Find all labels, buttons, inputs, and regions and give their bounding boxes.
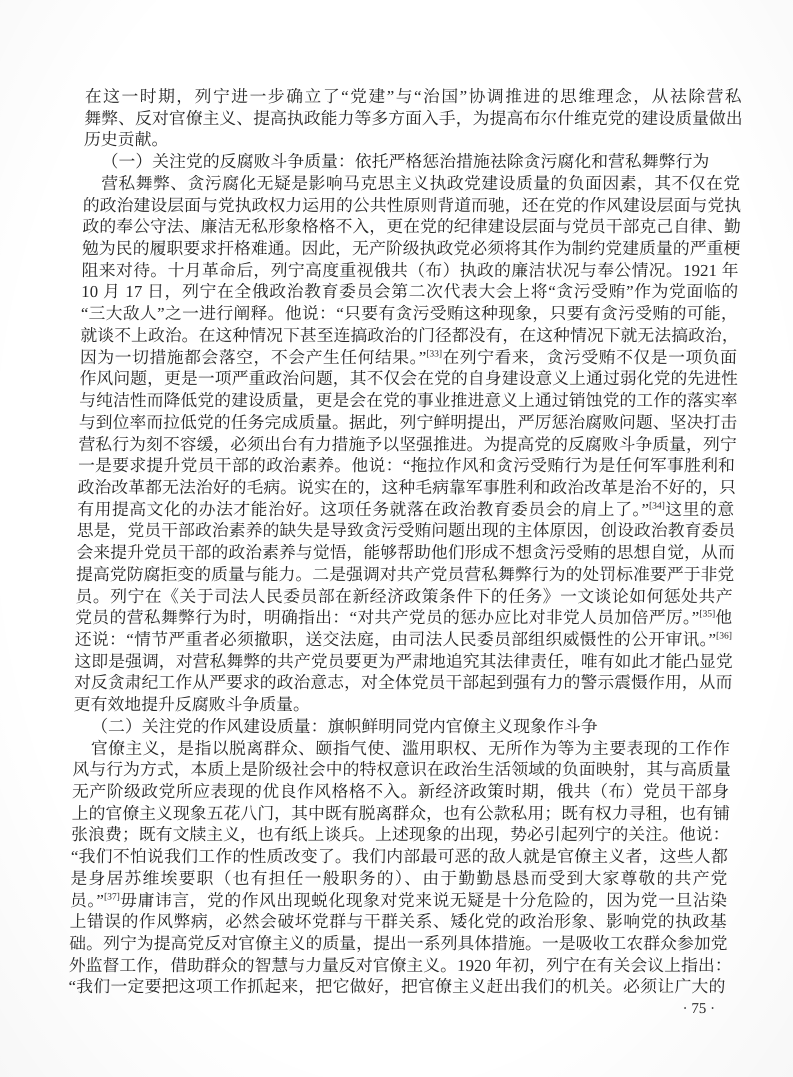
section-heading: （二）关注党的作风建设质量：旗帜鲜明同党内官僚主义现象作斗争 xyxy=(91,716,598,736)
text-line: 更有效地提升反腐败斗争质量。 xyxy=(73,695,311,715)
text-line: 风与行为方式，本质上是阶级社会中的特权意识在政治生活领域的负面映射，其与高质量 xyxy=(72,760,732,780)
text-line: 勉为民的履职要求扞格难通。因此，无产阶级执政党必须将其作为制约党建质量的严重梗 xyxy=(81,239,741,259)
text-line: 对反贪肃纪工作从严要求的政治意志，对全体党员干部起到强有力的警示震慑作用，从而 xyxy=(73,673,733,693)
text-line: 这即是强调，对营私舞弊的共产党员要更为严肃地追究其法律责任，唯有如此才能凸显党 xyxy=(74,651,734,671)
text-line: “我们不怕说我们工作的性质改变了。我们内部最可恶的敌人就是官僚主义者，这些人都 xyxy=(70,847,729,867)
text-line: 员。列宁在《关于司法人民委员部在新经济政策条件下的任务》一文谈论如何惩处共产 xyxy=(75,586,733,606)
text-line: 就谈不上政治。在这种情况下甚至连搞政治的门径都没有，在这种情况下就无法搞政治， xyxy=(80,325,739,345)
text-line: 提高党防腐拒变的质量与能力。二是强调对共产党员营私舞弊行为的处罚标准要严于非党 xyxy=(75,564,735,584)
text-line: 有用提高文化的办法才能治好。这项任务就落在政治教育委员会的肩上了。”[34]这里的意 xyxy=(77,499,735,519)
text-line: 外监督工作，借助群众的智慧与力量反对官僚主义。1920 年初，列宁在有关会议上指出： xyxy=(68,955,732,975)
paragraph-first-line: 营私舞弊、贪污腐化无疑是影响马克思主义执政党建设质量的负面因素，其不仅在党 xyxy=(101,173,741,193)
text-line: 营私行为刻不容缓，必须出台有力措施予以坚强推进。为提高党的反腐败斗争质量，列宁 xyxy=(78,434,737,454)
text-line: 会来提升党员干部的政治素养与觉悟，能够帮助他们形成不想贪污受贿的思想自觉，从而 xyxy=(76,543,735,563)
text-line: “我们一定要把这项工作抓起来，把它做好，把官僚主义赶出我们的机关。必须让广大的 xyxy=(68,977,726,997)
text-line: 因为一切措施都会落空，不会产生任何结果。”[33]在列宁看来，贪污受贿不仅是一项负面 xyxy=(79,347,738,367)
text-line: 与到位率而拉低党的任务完成质量。据此，列宁鲜明提出，严厉惩治腐败问题、坚决打击 xyxy=(78,412,738,432)
text-line: 历史贡献。 xyxy=(83,130,169,150)
paragraph-first-line: 官僚主义，是指以脱离群众、颐指气使、滥用职权、无所作为等为主要表现的工作作 xyxy=(90,738,731,758)
text-line: 政的奉公守法、廉洁无私形象格格不入，更在党的纪律建设层面与党员干部克己自律、勤 xyxy=(82,217,741,237)
text-line: 一是要求提升党员干部的政治素养。他说：“拖拉作风和贪污受贿行为是任何军事胜利和 xyxy=(77,456,736,476)
text-line: 舞弊、反对官僚主义、提高执政能力等多方面入手，为提高布尔什维克党的建设质量做出 xyxy=(84,108,743,128)
text-line: 无产阶级政党所应表现的优良作风格格不入。新经济政策时期，俄共（布）党员干部身 xyxy=(71,782,730,801)
text-line: 党员的营私舞弊行为时，明确指出：“对共产党员的惩办应比对非党人员加倍严厉。”[35]他 xyxy=(75,608,733,628)
footnote-marker: [36] xyxy=(715,631,733,642)
text-line: 在这一时期，列宁进一步确立了“党建”与“治国”协调推进的思维理念，从祛除营私 xyxy=(84,87,742,106)
text-line: 作风问题，更是一项严重政治问题，其不仅会在党的自身建设意义上通过弱化党的先进性 xyxy=(79,369,739,389)
text-line: 上的官僚主义现象五花八门，其中既有脱离群众，也有公款私用；既有权力寻租，也有铺 xyxy=(71,803,731,823)
footnote-marker: [37] xyxy=(103,892,120,902)
text-line: 员。”[37]毋庸讳言，党的作风出现蜕化现象对党来说无疑是十分危险的，因为党一旦沾染 xyxy=(69,890,728,910)
body-text-lines xyxy=(68,86,742,998)
text-line: 政治改革都无法治好的毛病。说实在的，这种毛病靠军事胜利和政治改革是治不好的，只 xyxy=(77,477,737,497)
footnote-marker: [33] xyxy=(426,349,443,360)
page-text-block xyxy=(68,86,742,1020)
text-line: 是身居苏维埃要职（也有担任一般职务的）、由于勤勤恳恳而受到大家尊敬的共产党 xyxy=(70,868,728,888)
text-line: 阻来对待。十月革命后，列宁高度重视俄共（布）执政的廉洁状况与奉公情况。1921 年 xyxy=(81,260,739,280)
text-line: 张浪费；既有文牍主义，也有纸上谈兵。上述现象的出现，势必引起列宁的关注。他说： xyxy=(71,825,730,845)
text-line: 还说：“情节严重者必须撤职，送交法庭，由司法人民委员部组织威慑性的公开审讯。”[36] xyxy=(74,629,733,649)
text-line: 上错误的作风弊病，必然会破坏党群与干群关系、矮化党的政治形象、影响党的执政基 xyxy=(69,912,727,932)
page-number: · 75 · xyxy=(682,1000,716,1017)
text-line: 与纯洁性而降低党的建设质量，更是会在党的事业推进意义上通过销蚀党的工作的落实率 xyxy=(79,391,738,411)
text-line: 思是，党员干部政治素养的缺失是导致贪污受贿问题出现的主体原因，创设政治教育委员 xyxy=(76,521,736,541)
text-line: 10 月 17 日，列宁在全俄政治教育委员会第二次代表大会上将“贪污受贿”作为党面临的 xyxy=(81,282,739,302)
text-line: 础。列宁为提高党反对官僚主义的质量，提出一系列具体措施。一是吸收工农群众参加党 xyxy=(69,934,728,954)
text-line: 的政治建设层面与党执政权力运用的公共性原则背道而驰，还在党的作风建设层面与党执 xyxy=(82,195,742,215)
footnote-marker: [34] xyxy=(648,501,665,512)
text-line: “三大敌人”之一进行阐释。他说：“只要有贪污受贿这种现象，只要有贪污受贿的可能， xyxy=(80,304,739,324)
footnote-marker: [35] xyxy=(699,609,716,620)
section-heading: （一）关注党的反腐败斗争质量：依托严格惩治措施祛除贪污腐化和营私舞弊行为 xyxy=(101,152,710,172)
